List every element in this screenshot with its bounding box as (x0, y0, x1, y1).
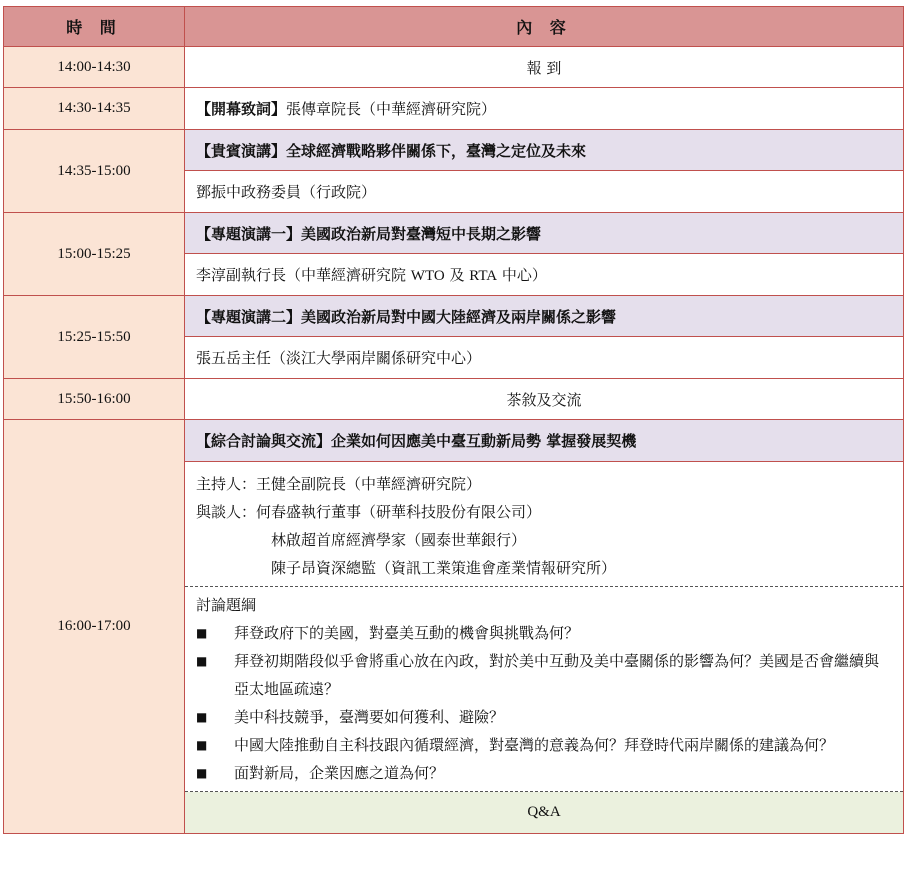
registration: 報 到 (185, 47, 904, 88)
question-list (196, 619, 893, 787)
square-bullet-icon: ■ (196, 738, 208, 752)
list-item (196, 731, 893, 759)
header-content: 內 容 (185, 7, 904, 47)
speaker-part: WTO (410, 268, 445, 284)
agenda-row (4, 296, 904, 337)
panel-people (185, 462, 904, 587)
panelist-line (196, 554, 903, 582)
list-item (196, 619, 893, 647)
square-bullet-icon: ■ (196, 626, 208, 640)
question-text: 美中科技競爭，臺灣要如何獲利、避險？ (234, 708, 505, 726)
outline-title: 討論題綱 (196, 596, 257, 614)
header-row (4, 7, 904, 47)
host-label: 主持人： (196, 475, 257, 493)
speaker-part: 中心） (497, 266, 547, 284)
question-text: 中國大陸推動自主科技跟內循環經濟，對臺灣的意義為何？拜登時代兩岸關係的建議為何？ (234, 736, 835, 754)
agenda-row (4, 213, 904, 254)
session-title: 【專題演講二】美國政治新局對中國大陸經濟及兩岸關係之影響 (185, 296, 904, 337)
session-title: 【專題演講一】美國政治新局對臺灣短中長期之影響 (185, 213, 904, 254)
opening-remarks (185, 88, 904, 130)
session-title: 【開幕致詞】 (196, 100, 287, 118)
time-cell: 15:25-15:50 (4, 296, 185, 379)
speaker: 鄧振中政務委員（行政院） (185, 171, 904, 213)
panelist-line (196, 498, 903, 526)
panelist-line (196, 526, 903, 554)
question-text: 面對新局，企業因應之道為何？ (234, 764, 445, 782)
header-time: 時 間 (4, 7, 185, 47)
list-item (196, 703, 893, 731)
time-cell: 16:00-17:00 (4, 420, 185, 834)
time-cell: 14:35-15:00 (4, 130, 185, 213)
panel-label: 與談人： (196, 503, 257, 521)
square-bullet-icon: ■ (196, 710, 208, 724)
agenda-table (3, 6, 904, 834)
agenda-row (4, 130, 904, 171)
speaker-part: 及 (444, 266, 470, 284)
list-item (196, 759, 893, 787)
agenda-row (4, 88, 904, 130)
host-line (196, 470, 903, 498)
time-cell: 15:50-16:00 (4, 379, 185, 420)
speaker-part: RTA (469, 268, 498, 284)
speaker: 張五岳主任（淡江大學兩岸關係研究中心） (185, 337, 904, 379)
tea-break: 茶敘及交流 (185, 379, 904, 420)
session-title: 【綜合討論與交流】企業如何因應美中臺互動新局勢 掌握發展契機 (185, 420, 904, 462)
speaker (185, 254, 904, 296)
square-bullet-icon: ■ (196, 654, 208, 668)
list-item (196, 647, 893, 703)
speaker-part: 李淳副執行長（中華經濟研究院 (196, 266, 411, 284)
question-text: 拜登政府下的美國，對臺美互動的機會與挑戰為何？ (234, 624, 580, 642)
time-cell: 15:00-15:25 (4, 213, 185, 296)
panelist: 何春盛執行董事（研華科技股份有限公司） (256, 503, 542, 521)
panelist: 林啟超首席經濟學家（國泰世華銀行） (271, 531, 527, 549)
panelist: 陳子昂資深總監（資訊工業策進會產業情報研究所） (271, 559, 617, 577)
agenda-row (4, 379, 904, 420)
time-cell: 14:00-14:30 (4, 47, 185, 88)
qa-session: Q&A (185, 792, 904, 834)
discussion-outline (185, 587, 904, 792)
question-text: 拜登初期階段似乎會將重心放在內政，對於美中互動及美中臺關係的影響為何？美國是否會繼續與亞太地區疏遠？ (234, 652, 880, 698)
agenda-row (4, 420, 904, 462)
session-title: 【貴賓演講】全球經濟戰略夥伴關係下，臺灣之定位及未來 (185, 130, 904, 171)
square-bullet-icon: ■ (196, 766, 208, 780)
time-cell: 14:30-14:35 (4, 88, 185, 130)
host-name: 王健全副院長（中華經濟研究院） (256, 475, 482, 493)
speaker: 張傳章院長（中華經濟研究院） (286, 100, 497, 118)
agenda-row (4, 47, 904, 88)
